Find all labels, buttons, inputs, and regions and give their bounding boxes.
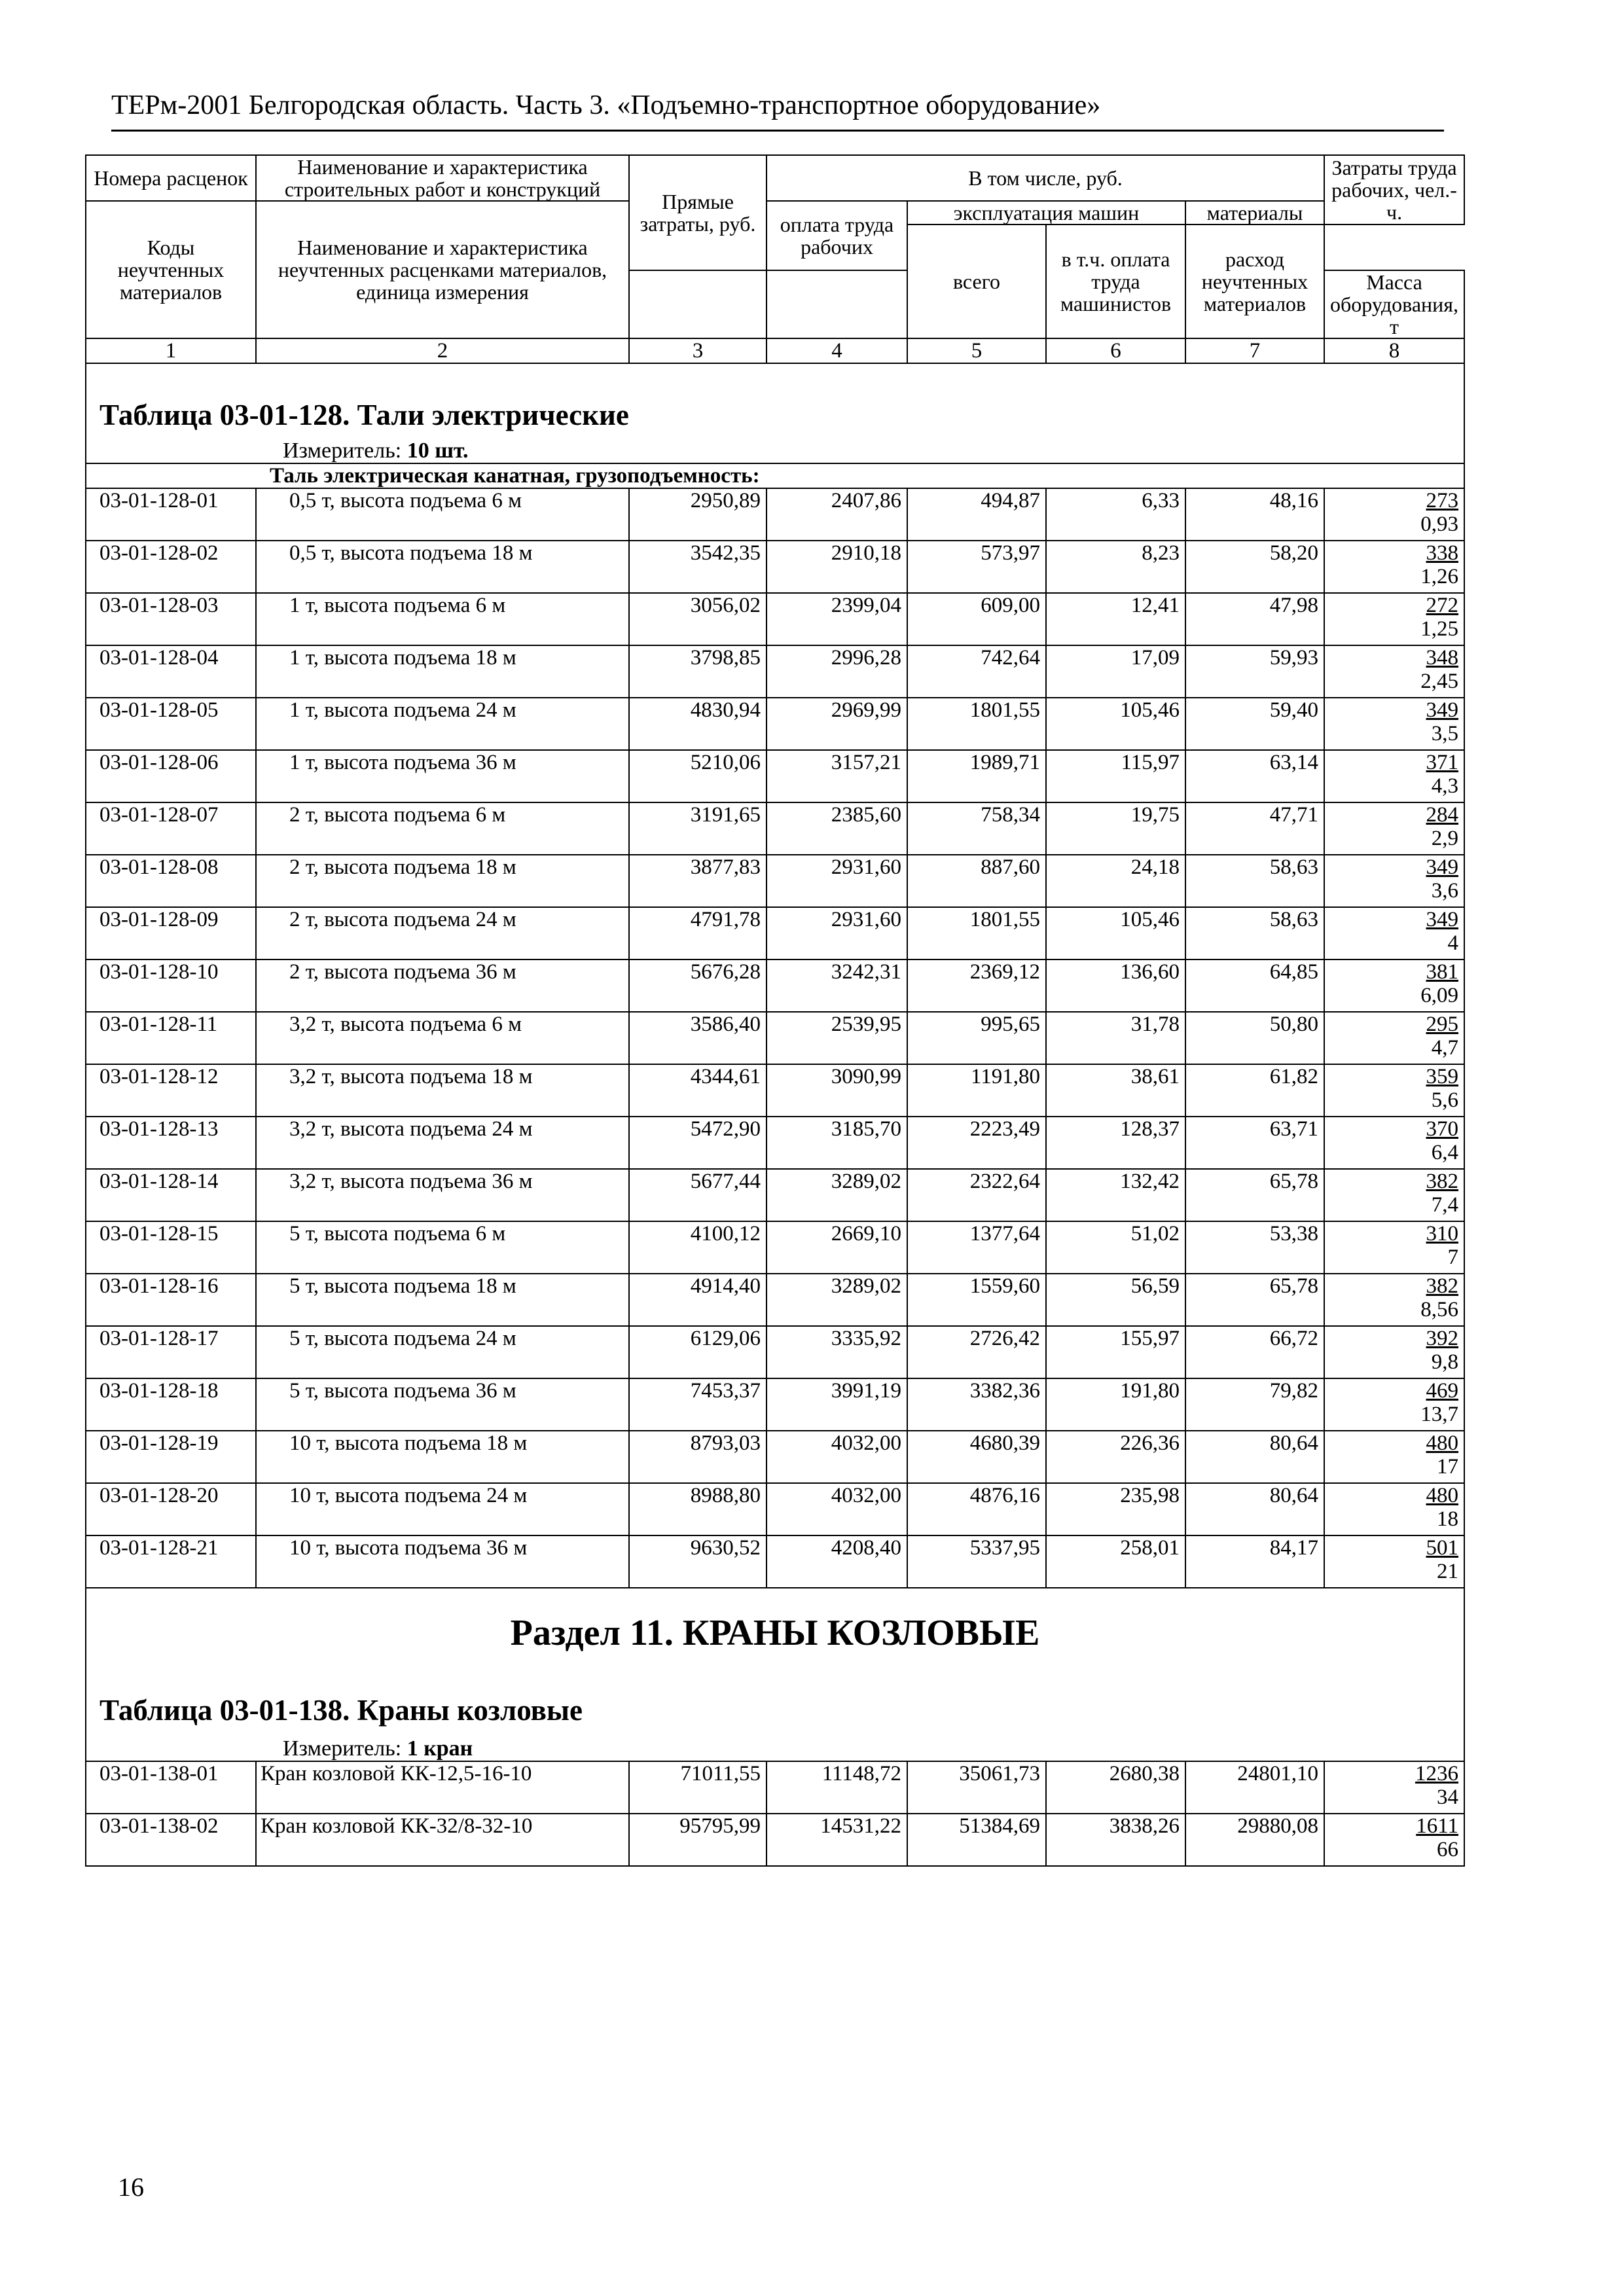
- rate-name: 5 т, высота подъема 36 м: [256, 1378, 629, 1431]
- machine-cost: 1559,60: [907, 1274, 1046, 1326]
- labor-hours: 310: [1426, 1222, 1459, 1246]
- labor-cost: 3090,99: [767, 1064, 907, 1117]
- machinist-labor-cost: 258,01: [1046, 1535, 1185, 1588]
- table-138-meter: [99, 1737, 1451, 1761]
- rate-code: 03-01-128-15: [86, 1221, 256, 1274]
- table-128-subheader: Таль электрическая канатная, грузоподъемность:: [86, 463, 1464, 488]
- labor-hours-and-mass: [1324, 1117, 1464, 1169]
- machinist-labor-cost: 38,61: [1046, 1064, 1185, 1117]
- direct-cost: 5677,44: [629, 1169, 767, 1221]
- labor-hours: 392: [1426, 1327, 1459, 1350]
- direct-cost: 6129,06: [629, 1326, 767, 1378]
- machinist-labor-cost: 56,59: [1046, 1274, 1185, 1326]
- col-number: 6: [1046, 338, 1185, 363]
- table-row: [86, 645, 1464, 698]
- rate-name: 0,5 т, высота подъема 6 м: [256, 488, 629, 541]
- direct-cost: 8988,80: [629, 1483, 767, 1535]
- rate-code: 03-01-128-02: [86, 541, 256, 593]
- machine-cost: 1989,71: [907, 750, 1046, 802]
- labor-cost: 3242,31: [767, 960, 907, 1012]
- col2-top-header: Наименование и характеристика строительных работ и конструкций: [256, 155, 629, 201]
- table-row: [86, 1117, 1464, 1169]
- section-11-title: Раздел 11. КРАНЫ КОЗЛОВЫЕ: [510, 1613, 1040, 1653]
- labor-hours-and-mass: [1324, 1761, 1464, 1814]
- labor-cost: 3289,02: [767, 1169, 907, 1221]
- machinist-labor-cost: 155,97: [1046, 1326, 1185, 1378]
- page-number: 16: [118, 2172, 144, 2202]
- machine-cost: 51384,69: [907, 1814, 1046, 1866]
- materials-cost: 63,14: [1185, 750, 1324, 802]
- col7-header: расход неучтенных материалов: [1185, 224, 1324, 338]
- table-row: [86, 750, 1464, 802]
- table-row: [86, 698, 1464, 750]
- machinist-labor-cost: 51,02: [1046, 1221, 1185, 1274]
- labor-hours-and-mass: [1324, 1169, 1464, 1221]
- machinist-labor-cost: 3838,26: [1046, 1814, 1185, 1866]
- labor-hours: 295: [1426, 1013, 1459, 1036]
- labor-hours: 349: [1426, 908, 1459, 931]
- labor-hours-and-mass: [1324, 488, 1464, 541]
- rate-code: 03-01-128-16: [86, 1274, 256, 1326]
- labor-hours: 382: [1426, 1274, 1459, 1298]
- col-number: 8: [1324, 338, 1464, 363]
- labor-hours-and-mass: [1324, 698, 1464, 750]
- table-row: [86, 593, 1464, 645]
- labor-hours: 480: [1426, 1431, 1459, 1455]
- rate-code: 03-01-128-10: [86, 960, 256, 1012]
- col3-header-spacer: [629, 270, 767, 338]
- table-row: [86, 1274, 1464, 1326]
- machine-cost: 494,87: [907, 488, 1046, 541]
- machinist-labor-cost: 115,97: [1046, 750, 1185, 802]
- equipment-mass: 17: [1437, 1455, 1459, 1479]
- machinist-labor-cost: 105,46: [1046, 907, 1185, 960]
- table-row: [86, 960, 1464, 1012]
- labor-cost: 2931,60: [767, 855, 907, 907]
- equipment-mass: 4,7: [1431, 1036, 1459, 1060]
- machinist-labor-cost: 132,42: [1046, 1169, 1185, 1221]
- col-number: 7: [1185, 338, 1324, 363]
- equipment-mass: 18: [1437, 1507, 1459, 1531]
- rate-code: 03-01-128-11: [86, 1012, 256, 1064]
- labor-hours: 1611: [1416, 1814, 1459, 1838]
- labor-hours: 359: [1426, 1065, 1459, 1088]
- materials-cost: 29880,08: [1185, 1814, 1324, 1866]
- labor-hours: 272: [1426, 594, 1459, 617]
- labor-cost: 2407,86: [767, 488, 907, 541]
- labor-hours-and-mass: [1324, 541, 1464, 593]
- rate-code: 03-01-128-12: [86, 1064, 256, 1117]
- rate-name: 10 т, высота подъема 24 м: [256, 1483, 629, 1535]
- machinist-labor-cost: 8,23: [1046, 541, 1185, 593]
- col-number: 2: [256, 338, 629, 363]
- table-138-title: Таблица 03-01-138. Краны козловые: [99, 1694, 583, 1727]
- labor-hours-and-mass: [1324, 1221, 1464, 1274]
- table-row: [86, 1814, 1464, 1866]
- machine-cost: 742,64: [907, 645, 1046, 698]
- table-row: [86, 1761, 1464, 1814]
- rate-code: 03-01-128-04: [86, 645, 256, 698]
- rate-code: 03-01-128-06: [86, 750, 256, 802]
- machinist-labor-cost: 31,78: [1046, 1012, 1185, 1064]
- meter-value: 10 шт.: [406, 439, 469, 463]
- rate-code: 03-01-128-05: [86, 698, 256, 750]
- labor-cost: 3289,02: [767, 1274, 907, 1326]
- labor-cost: 2539,95: [767, 1012, 907, 1064]
- col1-top-header: Номера расценок: [86, 155, 256, 201]
- page-header: ТЕРм-2001 Белгородская область. Часть 3. «Подъемно-транспортное оборудование»: [111, 92, 1444, 132]
- materials-cost: 63,71: [1185, 1117, 1324, 1169]
- meter-label: Измеритель:: [283, 1736, 402, 1761]
- rate-name: 5 т, высота подъема 24 м: [256, 1326, 629, 1378]
- machinist-labor-cost: 105,46: [1046, 698, 1185, 750]
- labor-hours-and-mass: [1324, 1535, 1464, 1588]
- incl-header: В том числе, руб.: [767, 155, 1324, 201]
- labor-hours: 338: [1426, 541, 1459, 565]
- table-row: [86, 1378, 1464, 1431]
- rate-code: 03-01-128-19: [86, 1431, 256, 1483]
- materials-cost: 84,17: [1185, 1535, 1324, 1588]
- table-row: [86, 1535, 1464, 1588]
- rate-code: 03-01-128-07: [86, 802, 256, 855]
- labor-hours: 284: [1426, 803, 1459, 827]
- rate-name: 1 т, высота подъема 24 м: [256, 698, 629, 750]
- equipment-mass: 3,5: [1431, 722, 1459, 745]
- machine-cost: 35061,73: [907, 1761, 1046, 1814]
- direct-cost: 4830,94: [629, 698, 767, 750]
- rate-code: 03-01-128-14: [86, 1169, 256, 1221]
- machine-cost: 887,60: [907, 855, 1046, 907]
- materials-cost: 58,63: [1185, 907, 1324, 960]
- machinist-labor-cost: 136,60: [1046, 960, 1185, 1012]
- machine-cost: 2223,49: [907, 1117, 1046, 1169]
- materials-cost: 79,82: [1185, 1378, 1324, 1431]
- labor-hours: 501: [1426, 1536, 1459, 1560]
- machine-cost: 1191,80: [907, 1064, 1046, 1117]
- rate-code: 03-01-128-17: [86, 1326, 256, 1378]
- rate-code: 03-01-128-21: [86, 1535, 256, 1588]
- rate-name: Кран козловой КК-32/8-32-10: [256, 1814, 629, 1866]
- direct-cost: 3798,85: [629, 645, 767, 698]
- table-128-title: Таблица 03-01-128. Тали электрические: [99, 399, 629, 431]
- table-row: [86, 1431, 1464, 1483]
- labor-cost: 4032,00: [767, 1431, 907, 1483]
- rate-name: 2 т, высота подъема 24 м: [256, 907, 629, 960]
- table-128-meter: [99, 439, 1451, 463]
- labor-cost: 2969,99: [767, 698, 907, 750]
- machine-cost: 2322,64: [907, 1169, 1046, 1221]
- rate-name: 1 т, высота подъема 6 м: [256, 593, 629, 645]
- rate-name: Кран козловой КК-12,5-16-10: [256, 1761, 629, 1814]
- rate-name: 2 т, высота подъема 18 м: [256, 855, 629, 907]
- table-row: [86, 1169, 1464, 1221]
- labor-hours-and-mass: [1324, 802, 1464, 855]
- equipment-mass: 8,56: [1420, 1298, 1459, 1321]
- labor-hours: 480: [1426, 1484, 1459, 1507]
- machine-cost: 3382,36: [907, 1378, 1046, 1431]
- direct-cost: 4344,61: [629, 1064, 767, 1117]
- machinist-labor-cost: 235,98: [1046, 1483, 1185, 1535]
- machinist-labor-cost: 19,75: [1046, 802, 1185, 855]
- labor-hours-and-mass: [1324, 1378, 1464, 1431]
- labor-cost: 3185,70: [767, 1117, 907, 1169]
- rate-name: 10 т, высота подъема 18 м: [256, 1431, 629, 1483]
- labor-hours-and-mass: [1324, 593, 1464, 645]
- labor-hours: 349: [1426, 855, 1459, 879]
- table-row: [86, 541, 1464, 593]
- section-11-cell: [86, 1588, 1464, 1761]
- direct-cost: 5676,28: [629, 960, 767, 1012]
- materials-cost: 58,20: [1185, 541, 1324, 593]
- col4-header: оплата труда рабочих: [767, 201, 907, 270]
- labor-cost: 11148,72: [767, 1761, 907, 1814]
- labor-hours: 370: [1426, 1117, 1459, 1141]
- equipment-mass: 7,4: [1431, 1193, 1459, 1217]
- equipment-mass: 1,25: [1420, 617, 1459, 641]
- col8-bottom-header: Масса оборудования, т: [1324, 270, 1464, 338]
- labor-hours-and-mass: [1324, 907, 1464, 960]
- machine-cost: 995,65: [907, 1012, 1046, 1064]
- materials-cost: 48,16: [1185, 488, 1324, 541]
- rate-code: 03-01-128-01: [86, 488, 256, 541]
- rate-code: 03-01-128-13: [86, 1117, 256, 1169]
- direct-cost: 4914,40: [629, 1274, 767, 1326]
- labor-cost: 3335,92: [767, 1326, 907, 1378]
- direct-cost: 71011,55: [629, 1761, 767, 1814]
- equipment-mass: 1,26: [1420, 565, 1459, 588]
- materials-cost: 61,82: [1185, 1064, 1324, 1117]
- equipment-mass: 5,6: [1431, 1088, 1459, 1112]
- equipment-mass: 0,93: [1420, 512, 1459, 536]
- machinist-labor-cost: 226,36: [1046, 1431, 1185, 1483]
- labor-hours: 273: [1426, 489, 1459, 512]
- materials-cost: 58,63: [1185, 855, 1324, 907]
- labor-cost: 4032,00: [767, 1483, 907, 1535]
- labor-cost: 3991,19: [767, 1378, 907, 1431]
- equipment-mass: 4,3: [1431, 774, 1459, 798]
- rate-name: 2 т, высота подъема 36 м: [256, 960, 629, 1012]
- materials-cost: 80,64: [1185, 1483, 1324, 1535]
- table-row: [86, 488, 1464, 541]
- equipment-mass: 3,6: [1431, 879, 1459, 903]
- machine-cost: 2369,12: [907, 960, 1046, 1012]
- labor-hours-and-mass: [1324, 1012, 1464, 1064]
- materials-cost: 59,40: [1185, 698, 1324, 750]
- direct-cost: 7453,37: [629, 1378, 767, 1431]
- col-number: 1: [86, 338, 256, 363]
- labor-hours: 382: [1426, 1170, 1459, 1193]
- table-row: [86, 802, 1464, 855]
- rates-table: [85, 154, 1465, 1867]
- machine-cost: 1377,64: [907, 1221, 1046, 1274]
- rate-code: 03-01-138-01: [86, 1761, 256, 1814]
- table-138-body: [86, 1761, 1464, 1866]
- machine-cost: 2726,42: [907, 1326, 1046, 1378]
- labor-hours-and-mass: [1324, 1814, 1464, 1866]
- direct-cost: 4791,78: [629, 907, 767, 960]
- table-row: [86, 1064, 1464, 1117]
- labor-cost: 3157,21: [767, 750, 907, 802]
- rate-name: 3,2 т, высота подъема 24 м: [256, 1117, 629, 1169]
- direct-cost: 3191,65: [629, 802, 767, 855]
- table-128-title-cell: [86, 363, 1464, 463]
- col-number: 4: [767, 338, 907, 363]
- labor-hours-and-mass: [1324, 1483, 1464, 1535]
- labor-hours: 349: [1426, 698, 1459, 722]
- labor-hours-and-mass: [1324, 750, 1464, 802]
- machine-cost: 1801,55: [907, 698, 1046, 750]
- table-row: [86, 1221, 1464, 1274]
- labor-hours-and-mass: [1324, 855, 1464, 907]
- machinist-labor-cost: 128,37: [1046, 1117, 1185, 1169]
- direct-cost: 3877,83: [629, 855, 767, 907]
- labor-cost: 14531,22: [767, 1814, 907, 1866]
- machine-cost: 1801,55: [907, 907, 1046, 960]
- equipment-mass: 21: [1437, 1560, 1459, 1583]
- labor-hours-and-mass: [1324, 1274, 1464, 1326]
- equipment-mass: 7: [1447, 1246, 1459, 1269]
- direct-cost: 5472,90: [629, 1117, 767, 1169]
- direct-cost: 3586,40: [629, 1012, 767, 1064]
- machinist-labor-cost: 191,80: [1046, 1378, 1185, 1431]
- direct-cost: 3056,02: [629, 593, 767, 645]
- col-number: 3: [629, 338, 767, 363]
- col5-header: всего: [907, 224, 1046, 338]
- labor-cost: 2669,10: [767, 1221, 907, 1274]
- materials-cost: 66,72: [1185, 1326, 1324, 1378]
- rate-code: 03-01-128-03: [86, 593, 256, 645]
- direct-cost: 9630,52: [629, 1535, 767, 1588]
- meter-label: Измеритель:: [283, 439, 402, 463]
- table-row: [86, 1483, 1464, 1535]
- table-head: [86, 155, 1464, 363]
- equipment-mass: 2,9: [1431, 827, 1459, 850]
- labor-hours: 1236: [1415, 1762, 1459, 1785]
- equipment-mass: 2,45: [1420, 670, 1459, 693]
- labor-hours-and-mass: [1324, 960, 1464, 1012]
- rate-name: 3,2 т, высота подъема 6 м: [256, 1012, 629, 1064]
- col3-header: Прямые затраты, руб.: [629, 155, 767, 270]
- materials-header: материалы: [1185, 201, 1324, 224]
- machines-header: эксплуатация машин: [907, 201, 1185, 224]
- direct-cost: 4100,12: [629, 1221, 767, 1274]
- rate-code: 03-01-128-18: [86, 1378, 256, 1431]
- direct-cost: 95795,99: [629, 1814, 767, 1866]
- rate-code: 03-01-128-20: [86, 1483, 256, 1535]
- rate-code: 03-01-138-02: [86, 1814, 256, 1866]
- rate-name: 1 т, высота подъема 18 м: [256, 645, 629, 698]
- materials-cost: 47,98: [1185, 593, 1324, 645]
- rate-name: 3,2 т, высота подъема 36 м: [256, 1169, 629, 1221]
- equipment-mass: 6,09: [1420, 984, 1459, 1007]
- machinist-labor-cost: 24,18: [1046, 855, 1185, 907]
- labor-hours: 348: [1426, 646, 1459, 670]
- rate-name: 1 т, высота подъема 36 м: [256, 750, 629, 802]
- materials-cost: 53,38: [1185, 1221, 1324, 1274]
- direct-cost: 5210,06: [629, 750, 767, 802]
- direct-cost: 8793,03: [629, 1431, 767, 1483]
- materials-cost: 24801,10: [1185, 1761, 1324, 1814]
- equipment-mass: 13,7: [1420, 1403, 1459, 1426]
- rate-code: 03-01-128-09: [86, 907, 256, 960]
- rate-name: 3,2 т, высота подъема 18 м: [256, 1064, 629, 1117]
- labor-hours: 469: [1426, 1379, 1459, 1403]
- machine-cost: 758,34: [907, 802, 1046, 855]
- table-128-body: [86, 488, 1464, 1588]
- labor-hours-and-mass: [1324, 1326, 1464, 1378]
- table-row: [86, 1326, 1464, 1378]
- rate-name: 5 т, высота подъема 18 м: [256, 1274, 629, 1326]
- col1-bottom-header: Коды неучтенных материалов: [86, 201, 256, 338]
- materials-cost: 65,78: [1185, 1169, 1324, 1221]
- labor-cost: 2385,60: [767, 802, 907, 855]
- direct-cost: 3542,35: [629, 541, 767, 593]
- col4-header-spacer: [767, 270, 907, 338]
- rate-code: 03-01-128-08: [86, 855, 256, 907]
- col8-top-header: Затраты труда рабочих, чел.-ч.: [1324, 155, 1464, 224]
- labor-cost: 2910,18: [767, 541, 907, 593]
- equipment-mass: 9,8: [1431, 1350, 1459, 1374]
- equipment-mass: 34: [1437, 1785, 1459, 1809]
- machine-cost: 5337,95: [907, 1535, 1046, 1588]
- machinist-labor-cost: 12,41: [1046, 593, 1185, 645]
- machine-cost: 4680,39: [907, 1431, 1046, 1483]
- machine-cost: 4876,16: [907, 1483, 1046, 1535]
- machine-cost: 609,00: [907, 593, 1046, 645]
- materials-cost: 65,78: [1185, 1274, 1324, 1326]
- labor-cost: 2996,28: [767, 645, 907, 698]
- col-number: 5: [907, 338, 1046, 363]
- machinist-labor-cost: 17,09: [1046, 645, 1185, 698]
- rate-name: 10 т, высота подъема 36 м: [256, 1535, 629, 1588]
- direct-cost: 2950,89: [629, 488, 767, 541]
- machinist-labor-cost: 6,33: [1046, 488, 1185, 541]
- labor-hours: 371: [1426, 751, 1459, 774]
- equipment-mass: 6,4: [1431, 1141, 1459, 1164]
- labor-cost: 2399,04: [767, 593, 907, 645]
- col2-bottom-header: Наименование и характеристика неучтенных расценками материалов, единица измерения: [256, 201, 629, 338]
- labor-hours-and-mass: [1324, 1064, 1464, 1117]
- rate-name: 5 т, высота подъема 6 м: [256, 1221, 629, 1274]
- rate-name: 2 т, высота подъема 6 м: [256, 802, 629, 855]
- materials-cost: 59,93: [1185, 645, 1324, 698]
- labor-cost: 2931,60: [767, 907, 907, 960]
- col6-header: в т.ч. оплата труда машинистов: [1046, 224, 1185, 338]
- materials-cost: 50,80: [1185, 1012, 1324, 1064]
- labor-hours: 381: [1426, 960, 1459, 984]
- labor-cost: 4208,40: [767, 1535, 907, 1588]
- table-row: [86, 1012, 1464, 1064]
- column-numbers-row: [86, 338, 1464, 363]
- machine-cost: 573,97: [907, 541, 1046, 593]
- machinist-labor-cost: 2680,38: [1046, 1761, 1185, 1814]
- equipment-mass: 4: [1447, 931, 1459, 955]
- materials-cost: 64,85: [1185, 960, 1324, 1012]
- labor-hours-and-mass: [1324, 1431, 1464, 1483]
- meter-value: 1 кран: [406, 1736, 473, 1761]
- table-row: [86, 907, 1464, 960]
- equipment-mass: 66: [1437, 1838, 1459, 1861]
- table-row: [86, 855, 1464, 907]
- materials-cost: 80,64: [1185, 1431, 1324, 1483]
- rate-name: 0,5 т, высота подъема 18 м: [256, 541, 629, 593]
- labor-hours-and-mass: [1324, 645, 1464, 698]
- materials-cost: 47,71: [1185, 802, 1324, 855]
